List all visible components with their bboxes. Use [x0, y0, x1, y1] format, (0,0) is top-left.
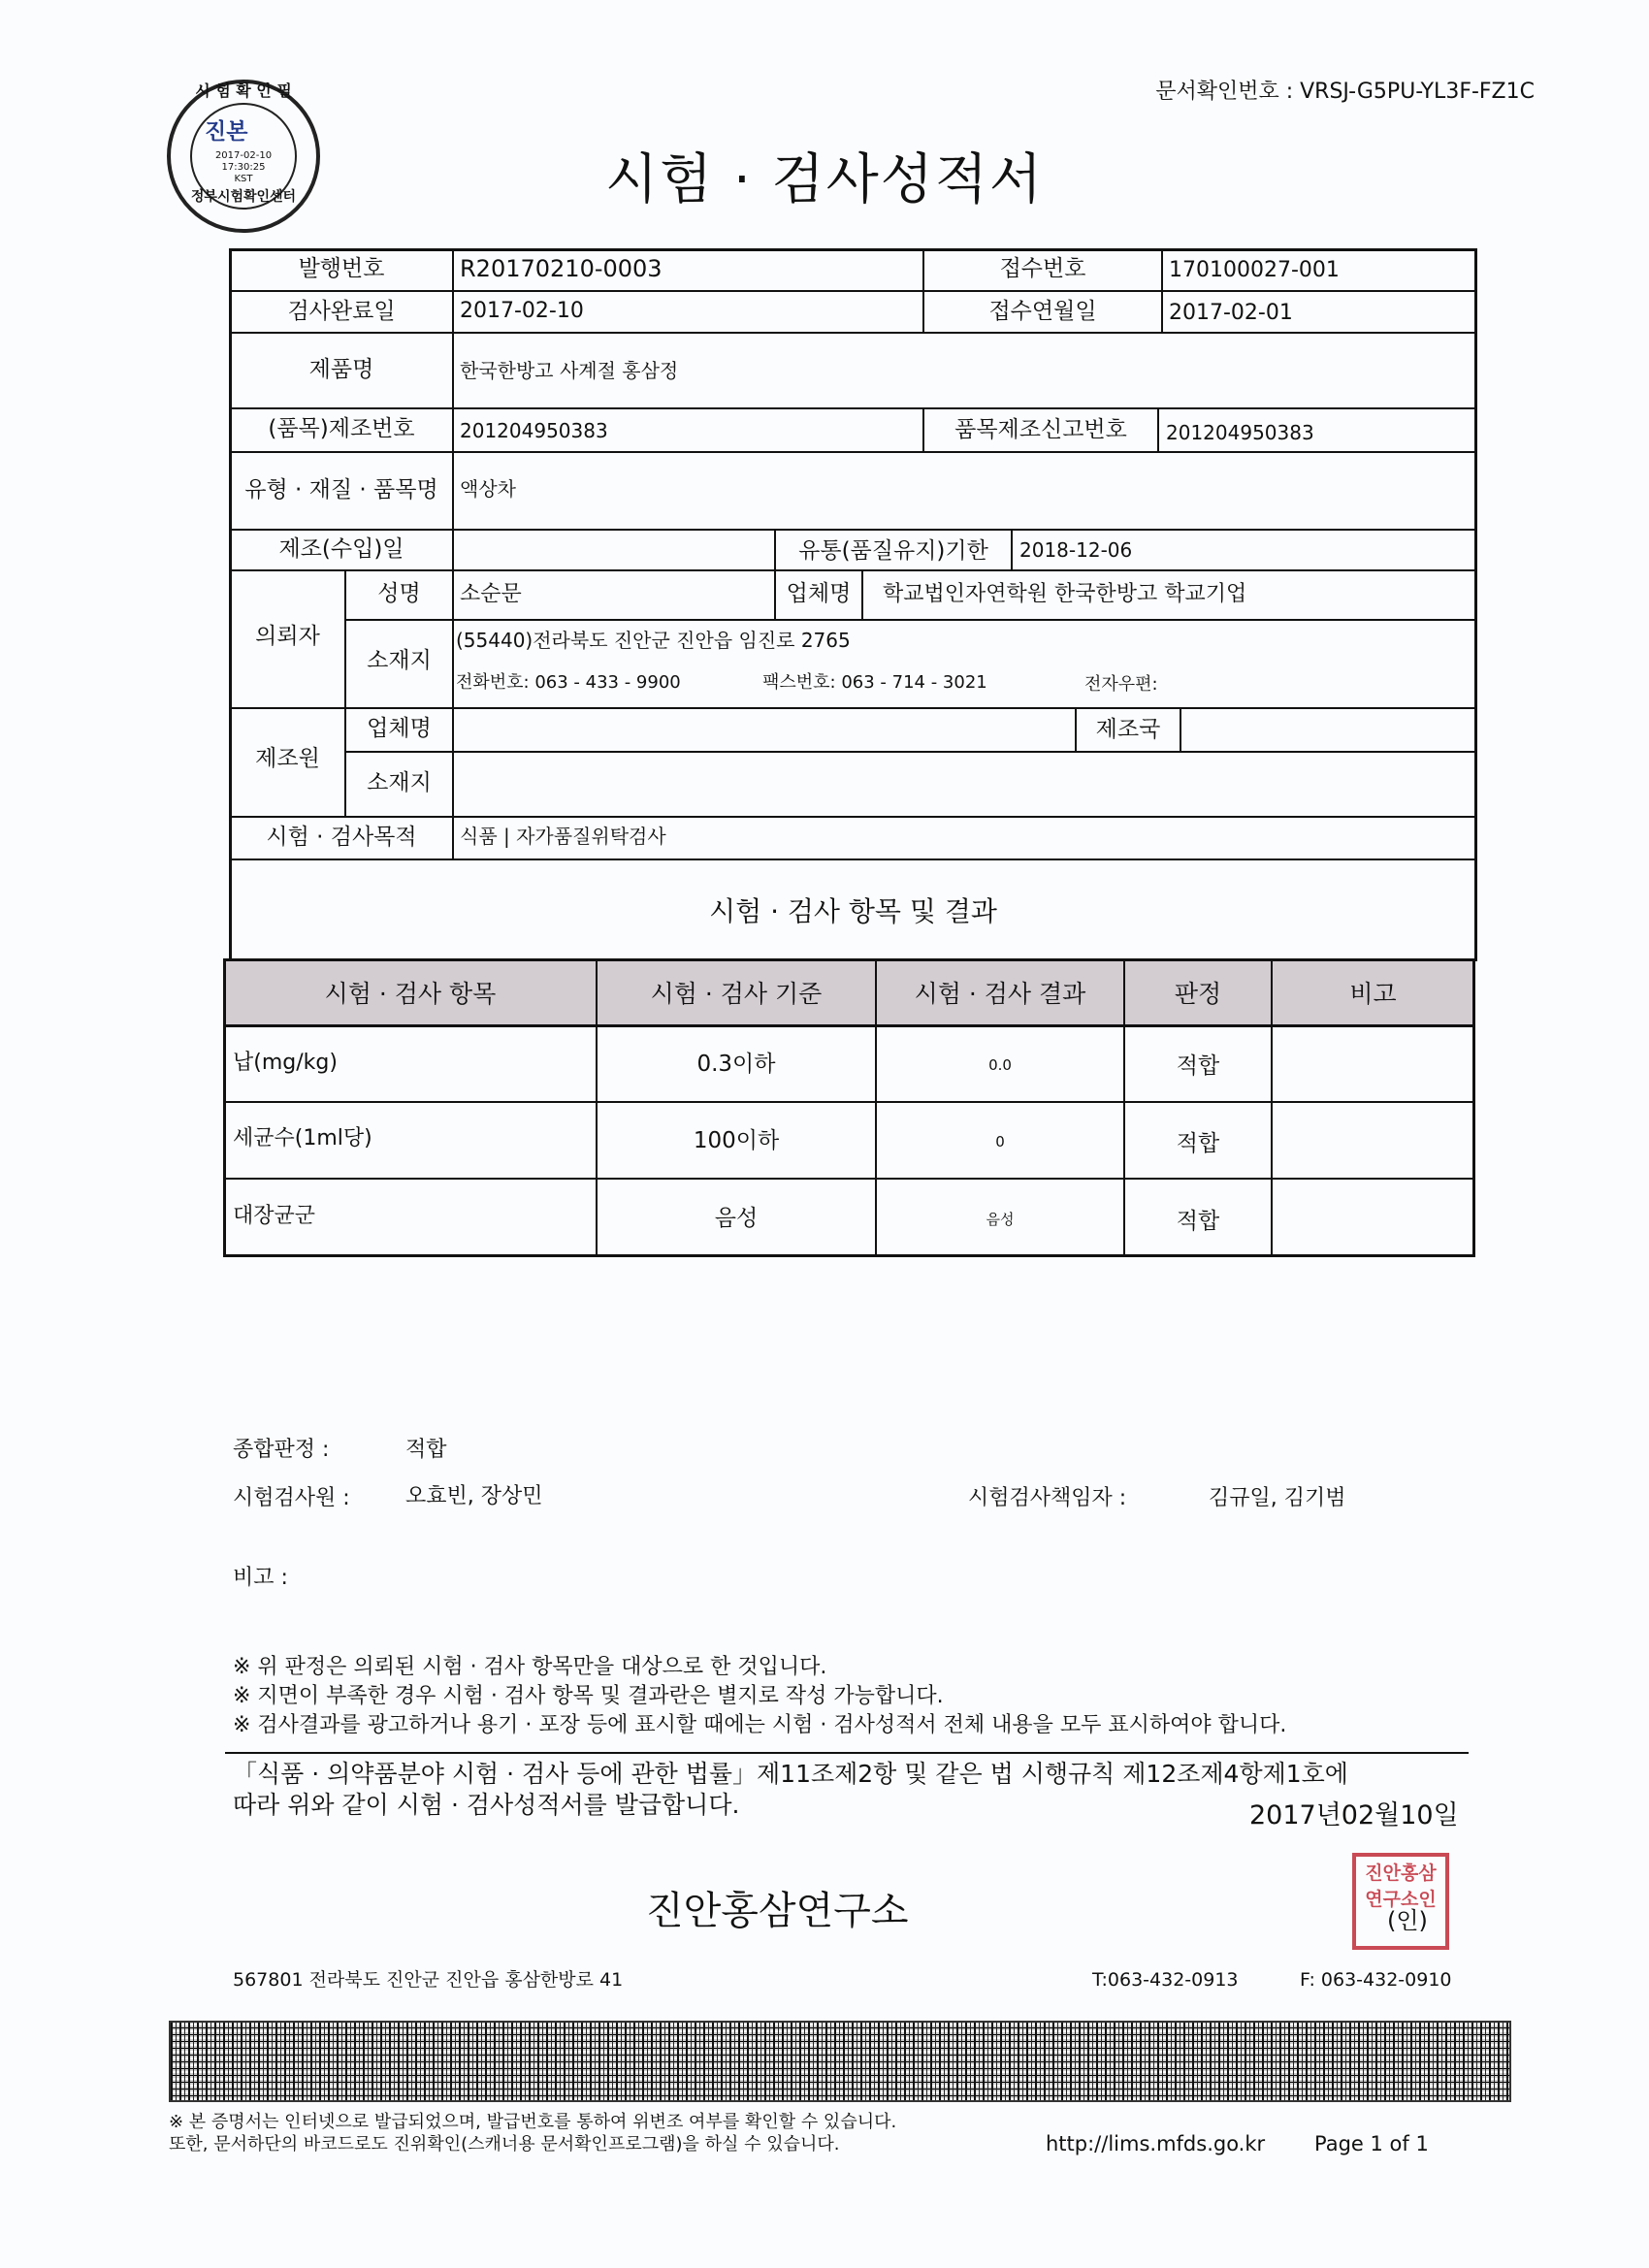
receipt-date-label: 접수연월일: [988, 299, 1097, 324]
footer-line-1: ※ 본 증명서는 인터넷으로 발급되었으며, 발급번호를 통하여 위변조 여부를 확인할 수 있습니다.: [169, 2112, 897, 2132]
done-date-label: 검사완료일: [287, 299, 396, 324]
seal-main-text: 진본: [205, 119, 248, 145]
institute-address: 567801 전라북도 진안군 진안읍 홍삼한방로 41: [233, 1969, 624, 1991]
institute-tel: T:063-432-0913: [1092, 1969, 1239, 1991]
done-date-value: 2017-02-10: [460, 299, 584, 323]
client-label: 의뢰자: [255, 624, 320, 649]
header-result: 시험 · 검사 결과: [914, 980, 1086, 1008]
client-addr-value: (55440)전라북도 진안군 진안읍 임진로 2765: [456, 629, 851, 652]
maker-country-label: 제조국: [1095, 717, 1161, 742]
overall-value: 적합: [405, 1438, 447, 1462]
maker-addr-label: 소재지: [367, 770, 432, 795]
client-name-label: 성명: [377, 581, 421, 606]
page-title: 시험 · 검사성적서: [604, 148, 1045, 211]
row-coliform-item: 대장균군: [233, 1204, 316, 1228]
header-judgment: 판정: [1174, 980, 1222, 1008]
institute-name: 진안홍삼연구소: [646, 1889, 909, 1933]
receipt-no-label: 접수번호: [999, 256, 1086, 281]
mfg-date-label: 제조(수입)일: [278, 536, 404, 562]
footer-url[interactable]: http://lims.mfds.go.kr: [1046, 2132, 1266, 2155]
type-value: 액상차: [460, 477, 516, 501]
seal-time: 17:30:25: [221, 162, 266, 173]
client-name-value: 소순문: [460, 582, 522, 606]
client-fax: 팩스번호: 063 - 714 - 3021: [762, 672, 987, 693]
note-line-3: ※ 검사결과를 광고하거나 용기 · 포장 등에 표시할 때에는 시험 · 검사성적서 전체 내용을 모두 표시하여야 합니다.: [233, 1713, 1287, 1737]
results-section-title: 시험 · 검사 항목 및 결과: [709, 895, 997, 927]
footer-line-2: 또한, 문서하단의 바코드로도 진위확인(스캐너용 문서확인프로그램)을 하실 수 있습니다.: [169, 2134, 840, 2155]
product-label: 제품명: [308, 357, 374, 382]
receipt-date-value: 2017-02-01: [1169, 301, 1293, 325]
mfg-no-label: (품목)제조번호: [268, 416, 415, 441]
seal-tz: KST: [234, 174, 253, 184]
client-addr-label: 소재지: [367, 648, 432, 673]
header-item: 시험 · 검사 항목: [324, 980, 497, 1008]
seal-mark: (인): [1387, 1907, 1428, 1934]
row-coliform-judgment: 적합: [1176, 1209, 1220, 1234]
issue-date: 2017년02월10일: [1249, 1800, 1459, 1831]
issue-no-label: 발행번호: [298, 256, 385, 281]
tester-value: 오효빈, 장상민: [405, 1484, 543, 1508]
row-coliform-standard: 음성: [714, 1206, 759, 1231]
row-coliform-result: 음성: [986, 1211, 1015, 1228]
maker-label: 제조원: [255, 746, 320, 771]
tester-label: 시험검사원 :: [233, 1486, 350, 1510]
type-label: 유형 · 재질 · 품목명: [244, 477, 438, 502]
row-bacteria-judgment: 적합: [1176, 1131, 1220, 1156]
row-bacteria-result: 0: [995, 1133, 1005, 1150]
issue-no-value: R20170210-0003: [460, 255, 663, 282]
purpose-label: 시험 · 검사목적: [266, 825, 417, 850]
expiry-label: 유통(품질유지)기한: [798, 538, 988, 564]
note-line-2: ※ 지면이 부족한 경우 시험 · 검사 항목 및 결과란은 별지로 작성 가능합니다.: [233, 1684, 944, 1708]
legal-line-1: 「식품 · 의약품분야 시험 · 검사 등에 관한 법률」제11조제2항 및 같은 법 시행규칙 제12조제4항제1호에: [233, 1760, 1348, 1788]
header-standard: 시험 · 검사 기준: [650, 980, 823, 1008]
row-lead-result: 0.0: [988, 1056, 1012, 1074]
note-label: 비고 :: [233, 1566, 288, 1590]
manager-label: 시험검사책임자 :: [968, 1486, 1127, 1510]
header-note: 비고: [1349, 980, 1397, 1008]
verification-barcode: [169, 2021, 1511, 2102]
row-bacteria-standard: 100이하: [693, 1128, 780, 1153]
seal-top-text: 시 험 확 인 필: [195, 81, 292, 100]
report-no-label: 품목제조신고번호: [954, 417, 1127, 442]
maker-company-label: 업체명: [367, 716, 432, 741]
client-company-label: 업체명: [786, 581, 852, 606]
seal-bottom-text: 정부시험확인센터: [190, 189, 297, 205]
row-lead-judgment: 적합: [1176, 1053, 1220, 1079]
mfg-no-value: 201204950383: [460, 419, 608, 442]
institute-red-seal-text: 진안홍삼연구소인: [1365, 1863, 1437, 1910]
manager-value: 김규일, 김기범: [1209, 1486, 1346, 1510]
report-no-value: 201204950383: [1166, 421, 1314, 444]
product-value: 한국한방고 사계절 홍삼정: [460, 359, 679, 382]
row-lead-item: 납(mg/kg): [233, 1051, 338, 1075]
client-phone: 전화번호: 063 - 433 - 9900: [456, 672, 681, 693]
footer-page: Page 1 of 1: [1314, 2132, 1429, 2155]
legal-line-2: 따라 위와 같이 시험 · 검사성적서를 발급합니다.: [233, 1791, 740, 1819]
client-company-value: 학교법인자연학원 한국한방고 학교기업: [883, 582, 1247, 606]
purpose-value: 식품 | 자가품질위탁검사: [460, 825, 666, 848]
seal-date: 2017-02-10: [214, 150, 273, 161]
overall-label: 종합판정 :: [233, 1438, 330, 1462]
receipt-no-value: 170100027-001: [1169, 258, 1340, 282]
row-lead-standard: 0.3이하: [696, 1052, 776, 1077]
note-line-1: ※ 위 판정은 의뢰된 시험 · 검사 항목만을 대상으로 한 것입니다.: [233, 1655, 827, 1679]
row-bacteria-item: 세균수(1ml당): [233, 1126, 372, 1150]
expiry-value: 2018-12-06: [1019, 538, 1133, 562]
client-email: 전자우편:: [1084, 674, 1158, 695]
document-check-number: 문서확인번호 : VRSJ-G5PU-YL3F-FZ1C: [1155, 80, 1535, 104]
institute-fax: F: 063-432-0910: [1300, 1969, 1452, 1991]
